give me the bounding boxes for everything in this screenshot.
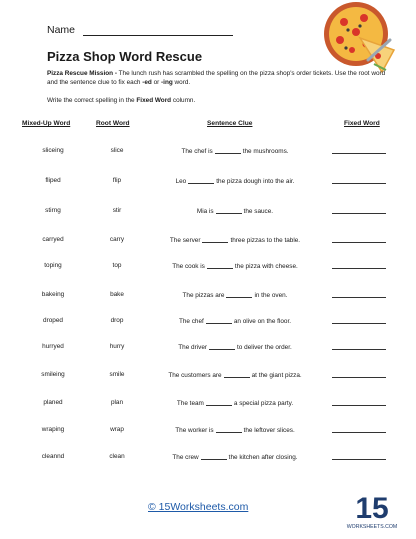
clue-pre: The cook is — [172, 263, 205, 270]
clue-blank[interactable] — [209, 343, 235, 350]
mixed-word: wraping — [41, 426, 65, 433]
fixed-word-line[interactable] — [332, 405, 386, 406]
table-row — [0, 369, 416, 381]
name-label: Name — [47, 24, 76, 36]
sentence-clue — [140, 147, 330, 155]
fixed-word-line[interactable] — [332, 213, 386, 214]
sentence-clue — [140, 207, 330, 215]
table-row — [0, 451, 416, 463]
clue-pre: The worker is — [175, 427, 214, 434]
mixed-word: carryed — [42, 236, 64, 243]
mission-text-2: word. — [172, 78, 191, 86]
clue-post: a special pizza party. — [233, 400, 294, 407]
clue-post: at the giant pizza. — [251, 372, 302, 379]
sentence-clue — [140, 262, 330, 270]
fixed-word-line[interactable] — [332, 268, 386, 269]
clue-blank[interactable] — [206, 317, 232, 324]
instr-bold: Fixed Word — [136, 97, 172, 104]
clue-blank[interactable] — [201, 453, 227, 460]
clue-post: the mushrooms. — [242, 148, 289, 155]
clue-pre: The chef is — [181, 148, 213, 155]
clue-post: to deliver the order. — [237, 344, 292, 351]
fixed-word-line[interactable] — [332, 242, 386, 243]
clue-post: an olive on the floor. — [233, 318, 292, 325]
clue-blank[interactable] — [216, 426, 242, 433]
sentence-clue — [140, 177, 330, 185]
fixed-word-line[interactable] — [332, 297, 386, 298]
fixed-word-line[interactable] — [332, 323, 386, 324]
table-row — [0, 424, 416, 436]
header-mixed-up-word: Mixed-Up Word — [22, 120, 71, 127]
header-fixed-word: Fixed Word — [344, 120, 380, 127]
sentence-clue — [140, 343, 330, 351]
pizza-icon — [318, 0, 402, 74]
mixed-word: sliceing — [42, 147, 64, 154]
ed-suffix: -ed — [142, 78, 152, 86]
mixed-word: hurryed — [42, 343, 64, 350]
clue-pre: Mia is — [196, 208, 214, 215]
table-row — [0, 234, 416, 246]
clue-blank[interactable] — [216, 207, 242, 214]
fixed-word-line[interactable] — [332, 432, 386, 433]
fixed-word-line[interactable] — [332, 153, 386, 154]
instr-text-2: column. — [171, 97, 196, 104]
instructions — [47, 97, 195, 104]
clue-pre: The crew — [172, 454, 199, 461]
mission-text-1: The lunch rush has scrambled the spelling on the pizza shop's order tickets. Use the root word and the sentence clue to fix each — [47, 70, 386, 86]
root-word: clean — [109, 453, 125, 460]
clue-post: three pizzas to the table. — [230, 237, 301, 244]
sentence-clue — [140, 453, 330, 461]
table-row — [0, 315, 416, 327]
instr-text-1: Write the correct spelling in the — [47, 97, 137, 104]
clue-post: in the oven. — [254, 292, 288, 299]
worksheets-logo-icon — [346, 486, 398, 532]
clue-blank[interactable] — [207, 262, 233, 269]
clue-pre: Leo — [175, 178, 187, 185]
root-word: carry — [109, 236, 125, 243]
clue-pre: The pizzas are — [182, 292, 225, 299]
root-word: plan — [110, 399, 124, 406]
mission-label: Pizza Rescue Mission - — [47, 70, 117, 77]
name-line[interactable] — [83, 24, 233, 36]
clue-blank[interactable] — [202, 236, 228, 243]
table-row — [0, 341, 416, 353]
root-word: top — [112, 262, 122, 269]
sentence-clue — [140, 291, 330, 299]
root-word: bake — [110, 291, 124, 298]
fixed-word-line[interactable] — [332, 377, 386, 378]
clue-post: the leftover slices. — [243, 427, 295, 434]
header-root-word: Root Word — [96, 120, 130, 127]
clue-blank[interactable] — [215, 147, 241, 154]
root-word: smile — [109, 371, 125, 378]
ing-suffix: -ing — [161, 78, 173, 86]
root-word: stir — [112, 207, 122, 214]
root-word: flip — [112, 177, 122, 184]
clue-pre: The chef — [178, 318, 204, 325]
logo-number: 15 — [355, 492, 389, 525]
clue-pre: The customers are — [168, 372, 222, 379]
mixed-word: stirng — [45, 207, 61, 214]
fixed-word-line[interactable] — [332, 349, 386, 350]
sentence-clue — [140, 426, 330, 434]
clue-blank[interactable] — [188, 177, 214, 184]
footer-link[interactable]: © 15Worksheets.com — [148, 501, 249, 513]
mixed-word: smileing — [41, 371, 65, 378]
fixed-word-line[interactable] — [332, 459, 386, 460]
root-word: drop — [110, 317, 124, 324]
sentence-clue — [140, 317, 330, 325]
clue-blank[interactable] — [224, 371, 250, 378]
clue-pre: The driver — [178, 344, 208, 351]
root-word: slice — [110, 147, 124, 154]
mixed-word: bakeing — [41, 291, 65, 298]
clue-post: the pizza with cheese. — [234, 263, 298, 270]
header-sentence-clue: Sentence Clue — [207, 120, 253, 127]
clue-blank[interactable] — [226, 291, 252, 298]
root-word: wrap — [110, 426, 124, 433]
mixed-word: cleannd — [41, 453, 65, 460]
mixed-word: fliped — [45, 177, 61, 184]
sentence-clue — [140, 371, 330, 379]
table-row — [0, 289, 416, 301]
clue-blank[interactable] — [206, 399, 232, 406]
mixed-word: toping — [44, 262, 62, 269]
sentence-clue — [140, 399, 330, 407]
worksheet-title: Pizza Shop Word Rescue — [47, 49, 203, 64]
table-row — [0, 145, 416, 157]
logo-text: WORKSHEETS.COM — [346, 524, 398, 530]
name-field — [47, 24, 233, 36]
sentence-clue — [140, 236, 330, 244]
root-word: hurry — [109, 343, 125, 350]
mixed-word: planed — [43, 399, 63, 406]
table-row — [0, 260, 416, 272]
clue-post: the pizza dough into the air. — [216, 178, 295, 185]
clue-post: the sauce. — [243, 208, 274, 215]
table-row — [0, 175, 416, 187]
fixed-word-line[interactable] — [332, 183, 386, 184]
clue-post: the kitchen after closing. — [228, 454, 298, 461]
mission-paragraph — [47, 70, 387, 87]
table-row — [0, 397, 416, 409]
or-text: or — [151, 78, 162, 86]
clue-pre: The server — [169, 237, 201, 244]
table-row — [0, 205, 416, 217]
clue-pre: The team — [176, 400, 204, 407]
mixed-word: droped — [43, 317, 63, 324]
